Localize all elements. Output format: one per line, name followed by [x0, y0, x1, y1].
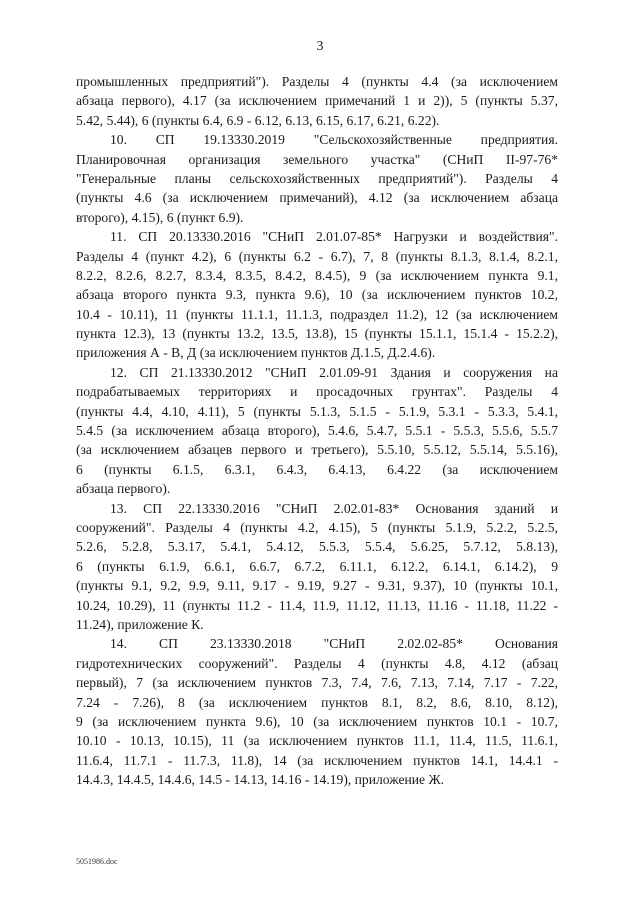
text-line: абзаца второго пункта 9.3, пункта 9.6), 10 (за исключением пунктов 10.2, — [76, 287, 558, 303]
text-line: 12. СП 21.13330.2012 "СНиП 2.01.09-91 Здания и сооружения на — [110, 364, 558, 380]
text-line: 5.4.5 (за исключением абзаца второго), 5.4.6, 5.4.7, 5.5.1 - 5.5.3, 5.5.6, 5.5.7 — [76, 423, 558, 439]
page-number: 3 — [316, 39, 324, 54]
paragraph-item-14 — [76, 634, 558, 789]
text-line: абзаца первого), 4.17 (за исключением примечаний 1 и 2)), 5 (пункты 5.37, — [76, 93, 558, 109]
text-line: (пункты 4.4, 4.10, 4.11), 5 (пункты 5.1.3, 5.1.5 - 5.1.9, 5.3.1 - 5.3.3, 5.4.1, — [76, 403, 558, 419]
text-line: 5.42, 5.44), 6 (пункты 6.4, 6.9 - 6.12, 6.13, 6.15, 6.17, 6.21, 6.22). — [76, 112, 440, 128]
paragraph-item-10 — [76, 130, 558, 227]
text-line: (за исключением абзацев первого и третьего), 5.5.10, 5.5.12, 5.5.14, 5.5.16), — [76, 442, 558, 458]
text-line: подрабатываемых территориях и просадочных грунтах". Разделы 4 — [76, 384, 558, 400]
text-line: 14. СП 23.13330.2018 "СНиП 2.02.02-85* Основания — [110, 636, 558, 652]
text-line: 6 (пункты 6.1.9, 6.6.1, 6.6.7, 6.7.2, 6.11.1, 6.12.2, 6.14.1, 6.14.2), 9 — [76, 558, 558, 574]
text-line: 6 (пункты 6.1.5, 6.3.1, 6.4.3, 6.4.13, 6.4.22 (за исключением — [76, 461, 558, 477]
text-line: 13. СП 22.13330.2016 "СНиП 2.02.01-83* Основания зданий и — [110, 500, 558, 516]
text-line: (пункты 9.1, 9.2, 9.9, 9.11, 9.17 - 9.19, 9.27 - 9.31, 9.37), 10 (пункты 10.1, — [76, 578, 558, 594]
text-line: Разделы 4 (пункт 4.2), 6 (пункты 6.2 - 6.7), 7, 8 (пункты 8.1.3, 8.1.4, 8.2.1, — [76, 248, 558, 264]
document-body — [76, 72, 558, 789]
text-line: гидротехнических сооружений". Разделы 4 (пункты 4.8, 4.12 (абзац — [76, 655, 558, 671]
text-line: 7.24 - 7.26), 8 (за исключением пунктов 8.1, 8.2, 8.6, 8.10, 8.12), — [76, 694, 558, 710]
paragraph-item-11 — [76, 227, 558, 363]
paragraph-item-13 — [76, 499, 558, 635]
text-line: 11. СП 20.13330.2016 "СНиП 2.01.07-85* Нагрузки и воздействия". — [110, 229, 558, 245]
text-line: 10.4 - 10.11), 11 (пункты 11.1.1, 11.1.3, подраздел 11.2), 12 (за исключением — [76, 306, 558, 322]
text-line: Планировочная организация земельного участка" (СНиП II-97-76* — [76, 151, 558, 167]
text-line: 10.10 - 10.13, 10.15), 11 (за исключением пунктов 11.1, 11.4, 11.5, 11.6.1, — [76, 733, 558, 749]
paragraph-continuation — [76, 72, 558, 130]
paragraph-item-12 — [76, 363, 558, 499]
text-line: (пункты 4.6 (за исключением примечаний), 4.12 (за исключением абзаца — [76, 190, 558, 206]
text-line: 10.24, 10.29), 11 (пункты 11.2 - 11.4, 11.9, 11.12, 11.13, 11.16 - 11.18, 11.22 - — [76, 597, 558, 613]
text-line: второго), 4.15), 6 (пункт 6.9). — [76, 209, 244, 225]
document-file-code: 5051986.doc — [76, 857, 118, 866]
text-line: 14.4.3, 14.4.5, 14.4.6, 14.5 - 14.13, 14.16 - 14.19), приложение Ж. — [76, 772, 445, 788]
text-line: 11.24), приложение К. — [76, 616, 204, 632]
text-line: абзаца первого). — [76, 481, 171, 497]
text-line: первый), 7 (за исключением пунктов 7.3, 7.4, 7.6, 7.13, 7.14, 7.17 - 7.22, — [76, 675, 558, 691]
text-line: 5.2.6, 5.2.8, 5.3.17, 5.4.1, 5.4.12, 5.5.3, 5.5.4, 5.6.25, 5.7.12, 5.8.13), — [76, 539, 558, 555]
text-line: пункта 12.3), 13 (пункты 13.2, 13.5, 13.8), 15 (пункты 15.1.1, 15.1.4 - 15.2.2), — [76, 326, 558, 342]
text-line: 11.6.4, 11.7.1 - 11.7.3, 11.8), 14 (за исключением пунктов 14.1, 14.4.1 - — [76, 752, 558, 768]
text-line: промышленных предприятий"). Разделы 4 (пункты 4.4 (за исключением — [76, 74, 558, 89]
text-line: приложения А - В, Д (за исключением пунктов Д.1.5, Д.2.4.6). — [76, 345, 436, 361]
text-line: "Генеральные планы сельскохозяйственных предприятий"). Разделы 4 — [76, 170, 558, 186]
text-line: 8.2.2, 8.2.6, 8.2.7, 8.3.4, 8.3.5, 8.4.2, 8.4.5), 9 (за исключением пункта 9.1, — [76, 267, 558, 283]
text-line: сооружений". Разделы 4 (пункты 4.2, 4.15), 5 (пункты 5.1.9, 5.2.2, 5.2.5, — [76, 519, 558, 535]
text-line: 10. СП 19.13330.2019 "Сельскохозяйственные предприятия. — [110, 132, 558, 148]
text-line: 9 (за исключением пункта 9.6), 10 (за исключением пунктов 10.1 - 10.7, — [76, 713, 558, 729]
